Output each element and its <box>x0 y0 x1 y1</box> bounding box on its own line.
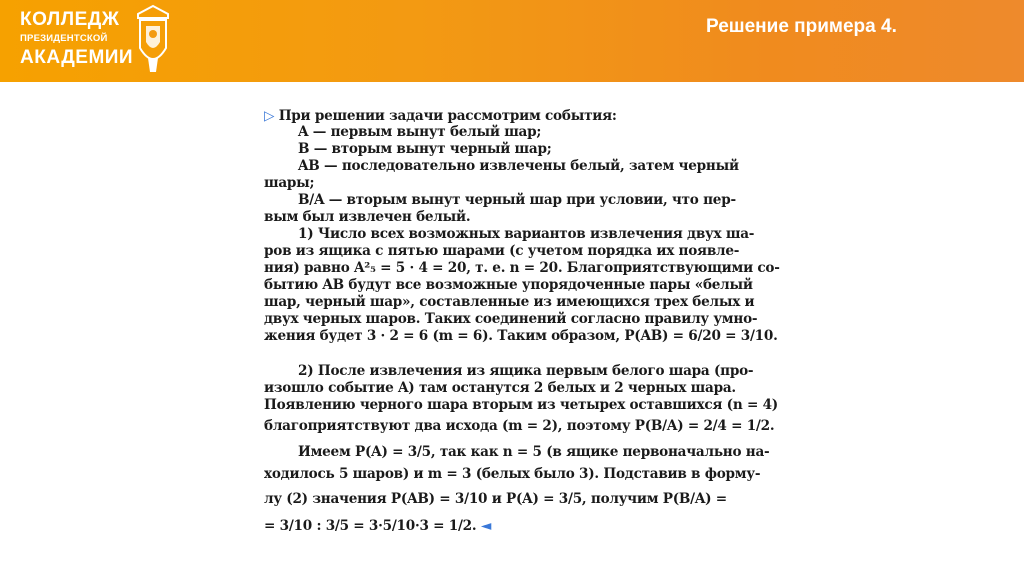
scanned-textbook-page <box>264 104 780 550</box>
solution-line-16: изошло событие A) там останутся 2 белых и 2 черных шара. <box>264 380 736 396</box>
solution-line-13: двух черных шаров. Таких соединений согласно правилу умно- <box>264 311 758 327</box>
solution-line-15: 2) После извлечения из ящика первым белого шара (про- <box>298 363 754 379</box>
solution-line-18: благоприятствуют два исхода (m = 2), поэтому P(B/A) = 2/4 = 1/2. <box>264 418 775 434</box>
solution-line-5: шары; <box>264 175 315 191</box>
solution-line-19: Имеем P(A) = 3/5, так как n = 5 (в ящике первоначально на- <box>298 444 770 460</box>
academy-shield-emblem-icon <box>134 4 172 74</box>
slide-header <box>0 0 1024 82</box>
college-logo-text <box>20 8 134 70</box>
solution-line-22 <box>264 518 491 534</box>
solution-line-6: B/A — вторым вынут черный шар при условии, что пер- <box>298 192 736 208</box>
solution-line-2: A — первым вынут белый шар; <box>298 124 542 140</box>
text-line: = 3/10 : 3/5 = 3·5/10·3 = 1/2. <box>264 518 477 534</box>
solution-line-17: Появлению черного шара вторым из четырех оставшихся (n = 4) <box>264 397 778 413</box>
solution-line-20: ходилось 5 шаров) и m = 3 (белых было 3). Подставив в форму- <box>264 466 761 482</box>
solution-line-14: жения будет 3 · 2 = 6 (m = 6). Таким образом, P(AB) = 6/20 = 3/10. <box>264 328 778 344</box>
solution-line-12: шар, черный шар», составленные из имеющихся трех белых и <box>264 294 755 310</box>
solution-line-3: B — вторым вынут черный шар; <box>298 141 552 157</box>
solution-line-7: вым был извлечен белый. <box>264 209 471 225</box>
solution-line-8: 1) Число всех возможных вариантов извлечения двух ша- <box>298 226 755 242</box>
logo-line-1: КОЛЛЕДЖ <box>20 9 120 30</box>
logo-line-3: АКАДЕМИИ <box>20 46 134 68</box>
solution-line-4: AB — последовательно извлечены белый, затем черный <box>298 158 739 174</box>
solution-line-9: ров из ящика с пятью шарами (с учетом порядка их появле- <box>264 243 740 259</box>
solution-line-11: бытию AB будут все возможные упорядоченные пары «белый <box>264 277 753 293</box>
text-line: При решении задачи рассмотрим события: <box>278 108 617 124</box>
logo-line-2: ПРЕЗИДЕНТСКОЙ <box>20 33 108 44</box>
slide-title: Решение примера 4. <box>706 16 897 37</box>
solution-line-21: лу (2) значения P(AB) = 3/10 и P(A) = 3/5, получим P(B/A) = <box>264 491 727 507</box>
start-marker-icon: ▷ <box>264 108 275 124</box>
end-marker-icon: ◄ <box>480 518 492 534</box>
solution-line-1 <box>264 108 617 124</box>
solution-line-10: ния) равно A²₅ = 5 · 4 = 20, т. е. n = 20. Благоприятствующими со- <box>264 260 780 276</box>
